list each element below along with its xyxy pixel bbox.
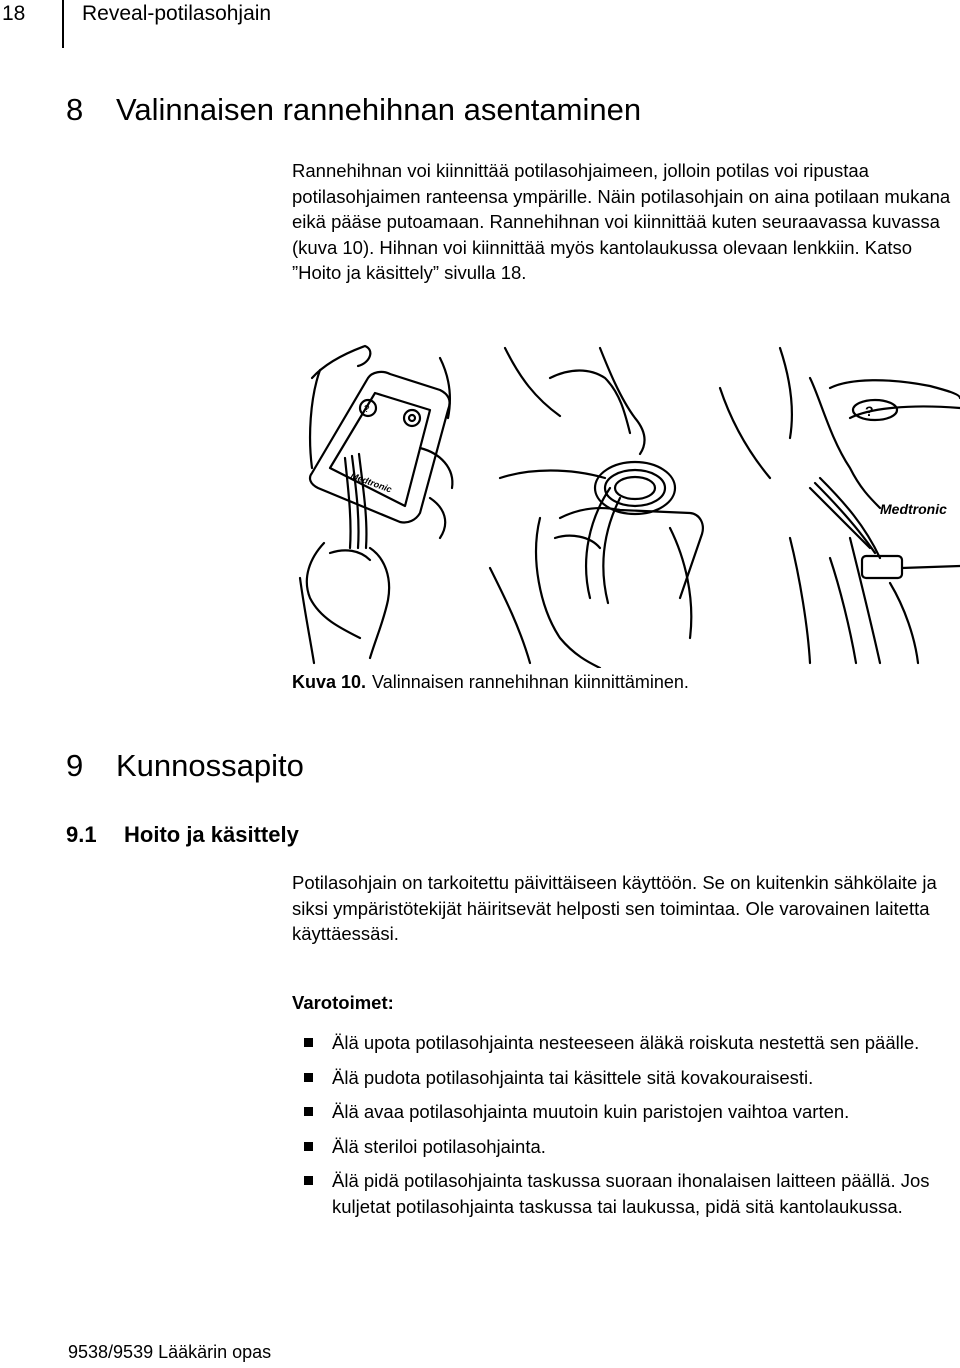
running-title: Reveal-potilasohjain (82, 2, 272, 25)
device-brand-mark-2: Medtronic (880, 501, 947, 517)
precautions-label: Varotoimet: (292, 992, 394, 1013)
bullet-square-icon (304, 1073, 313, 1082)
device-brand-mark-1: Medtronic (349, 470, 394, 495)
list-item (292, 1030, 960, 1056)
section-8-paragraph: Rannehihnan voi kiinnittää potilasohjaimeen, jolloin potilas voi ripustaa potilasohjaimen ranteensa ympärille. Näin potilasohjain on aina potilaan mukana eikä pääse putoamaan. Rannehihnan voi kiinnittää kuten seuraavassa kuvassa (kuva 10). Hihnan voi kiinnittää myös kantolaukussa olevaan lenkkiin. Katso ”Hoito ja käsittely” sivulla 18. (292, 160, 951, 283)
section-8-heading (66, 92, 641, 128)
list-item (292, 1099, 960, 1125)
precaution-text: Älä steriloi potilasohjainta. (332, 1135, 546, 1157)
section-9-heading (66, 748, 304, 784)
section-8-title: Valinnaisen rannehihnan asentaminen (116, 92, 642, 127)
section-9-1-heading (66, 822, 299, 848)
figure-panel-1 (300, 346, 452, 663)
bullet-square-icon (304, 1142, 313, 1151)
precaution-text: Älä upota potilasohjainta nesteeseen äläkä roiskuta nestettä sen päälle. (332, 1032, 920, 1053)
figure-caption-text: Valinnaisen rannehihnan kiinnittäminen. (372, 672, 689, 692)
header-divider (62, 0, 64, 48)
footer-text: 9538/9539 Lääkärin opas (68, 1342, 272, 1362)
precaution-text: Älä avaa potilasohjainta muutoin kuin paristojen vaihtoa varten. (332, 1101, 850, 1122)
wrist-strap-illustration (290, 338, 960, 668)
precaution-text: Älä pudota potilasohjainta tai käsittele sitä kovakouraisesti. (332, 1066, 814, 1088)
precautions-list (292, 1030, 960, 1228)
precaution-text: Älä pidä potilasohjainta taskussa suoraan ihonalaisen laitteen päällä. Jos kuljetat potilasohjainta taskussa tai laukussa, pidä sitä kantolaukussa. (332, 1170, 930, 1217)
section-8-number: 8 (66, 92, 84, 127)
section-9-1-paragraph: Potilasohjain on tarkoitettu päivittäiseen käyttöön. Se on kuitenkin sähkölaite ja siksi ympäristötekijät häiritsevät helposti sen toimintaa. Ole varovainen laitetta käyttäessäsi. (292, 872, 937, 944)
bullet-square-icon (304, 1038, 313, 1047)
figure-panel-3 (720, 348, 960, 663)
bullet-square-icon (304, 1176, 313, 1185)
figure-panel-2 (490, 348, 703, 668)
list-item (292, 1065, 960, 1091)
list-item (292, 1168, 960, 1219)
figure-caption-label: Kuva 10. (292, 672, 367, 692)
section-9-1-title: Hoito ja käsittely (124, 822, 299, 847)
section-9-number: 9 (66, 748, 84, 783)
svg-text:?: ? (364, 404, 370, 415)
section-9-title: Kunnossapito (116, 748, 304, 783)
page-number: 18 (2, 2, 26, 25)
list-item (292, 1134, 960, 1160)
section-9-1-number: 9.1 (66, 822, 97, 847)
svg-text:?: ? (865, 403, 874, 419)
bullet-square-icon (304, 1107, 313, 1116)
figure-caption (292, 672, 689, 693)
